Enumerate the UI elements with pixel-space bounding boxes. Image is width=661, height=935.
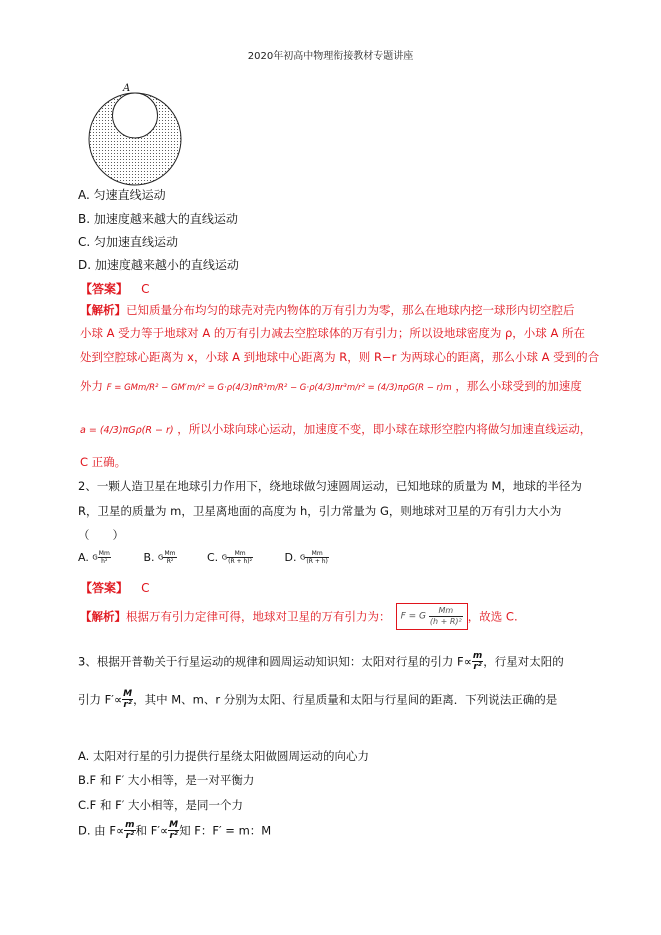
analysis-2-text: 根据万有引力定律可得，地球对卫星的万有引力为：	[126, 609, 391, 624]
analysis-1-line-4-prefix: 外力	[80, 379, 103, 393]
answer-value: C	[141, 282, 150, 296]
q3-d-frac-m-r2: $\frac{m}{\text{r²}}$	[125, 820, 135, 841]
sphere-cavity-figure	[80, 80, 190, 190]
analysis-1-line-2: 小球 A 受力等于地球对 A 的万有引力减去空腔球体的万有引力；所以设地球密度为 ρ，小球 A 所在	[80, 326, 585, 340]
q3-frac-m-r2: $\frac{m}{\text{r²}}$	[472, 651, 483, 672]
analysis-2-formula: F = G $\frac{Mm}{\text{(h + R)²}}$	[396, 603, 468, 630]
analysis-1-formula-acceleration: a = (4/3)πGρ(R − r)	[80, 425, 174, 436]
q2-frac-b: $\frac{Mm}{\text{R²}}$	[164, 550, 176, 565]
q2-option-a: A. G $\frac{Mm}{\text{h²}}$	[78, 550, 110, 565]
analysis-label: 【解析】	[80, 609, 126, 624]
cavity-circle	[113, 93, 158, 138]
analysis-1-line-4-suffix: ，那么小球受到的加速度	[455, 379, 582, 393]
q2-line-1: 2、一颗人造卫星在地球引力作用下，绕地球做匀速圆周运动，已知地球的质量为 M，地球的半径为	[78, 479, 582, 493]
q1-option-b: B. 加速度越来越大的直线运动	[78, 212, 238, 226]
q2-frac-c: $\frac{Mm}{\text{(R + h)²}}$	[228, 550, 253, 565]
q1-option-c: C. 匀加速直线运动	[78, 235, 179, 249]
q2-frac-a: $\frac{Mm}{\text{h²}}$	[98, 550, 110, 565]
q2-option-b: B. G $\frac{Mm}{\text{R²}}$	[143, 550, 176, 565]
q3-line-1: 3、根据开普勒关于行星运动的规律和圆周运动知识知：太阳对行星的引力 F∝ $\frac{m}{\text{r²}}$ ，行星对太阳的	[78, 651, 564, 672]
answer-1	[80, 278, 150, 297]
q2-frac-d: $\frac{Mm}{(R + h)}$	[306, 550, 328, 565]
answer-2	[80, 577, 150, 596]
analysis-1-line-6: C 正确。	[80, 455, 127, 469]
q3-frac-M-r2: $\frac{M}{\text{r²}}$	[123, 689, 133, 710]
analysis-1-formula-force: F = GMm/R² − GM′m/r² = G·ρ(4/3)πR³m/R² − G·ρ(4/3)πr³m/r² = (4/3)πρG(R − r)m	[106, 383, 452, 393]
analysis-2-tail: ，故选 C.	[467, 609, 518, 624]
point-a-label: A	[123, 83, 131, 94]
q2-line-2: R，卫星的质量为 m，卫星离地面的高度为 h，引力常量为 G，则地球对卫星的万有引力大小为	[78, 504, 562, 518]
answer-value: C	[141, 581, 150, 595]
analysis-2	[80, 603, 518, 630]
q3-option-a: A. 太阳对行星的引力提供行星绕太阳做圆周运动的向心力	[78, 749, 369, 763]
analysis-1-line-5-suffix: ，所以小球向球心运动，加速度不变，即小球在球形空腔内将做匀加速直线运动，	[177, 422, 592, 436]
q3-line-2: 引力 F′∝ $\frac{M}{\text{r²}}$ ，其中 M、m、r 分别为太阳、行星质量和太阳与行星间的距离．下列说法正确的是	[78, 689, 558, 710]
page-header: 2020年初高中物理衔接教材专题讲座	[247, 51, 414, 62]
answer-label: 【答案】	[80, 581, 129, 595]
q2-option-d: D. G $\frac{Mm}{(R + h)}$	[284, 550, 328, 565]
q2-options	[78, 550, 365, 565]
q1-option-d: D. 加速度越来越小的直线运动	[78, 258, 239, 272]
answer-label: 【答案】	[80, 282, 129, 296]
q3-d-frac-M-r2: $\frac{M}{\text{r²}}$	[169, 820, 179, 841]
analysis-1-line-1: 已知质量分布均匀的球壳对壳内物体的万有引力为零，那么在地球内挖一球形内切空腔后	[126, 303, 575, 317]
q3-option-b: B.F 和 F′ 大小相等，是一对平衡力	[78, 773, 255, 787]
q3-option-d: D. 由 F∝ $\frac{m}{\text{r²}}$ 和 F′∝ $\frac{M}{\text{r²}}$ 知 F：F′ = m：M	[78, 820, 272, 841]
q2-line-3: （ ）	[78, 528, 124, 542]
q2-option-c: C. G $\frac{Mm}{\text{(R + h)²}}$	[207, 550, 253, 565]
analysis-1-line-3: 处到空腔球心距离为 x，小球 A 到地球中心距离为 R，则 R−r 为两球心的距离，那么小球 A 受到的合	[80, 350, 600, 364]
q3-option-c: C.F 和 F′ 大小相等，是同一个力	[78, 798, 243, 812]
q1-option-a: A. 匀速直线运动	[78, 188, 166, 202]
analysis-label: 【解析】	[80, 303, 126, 317]
